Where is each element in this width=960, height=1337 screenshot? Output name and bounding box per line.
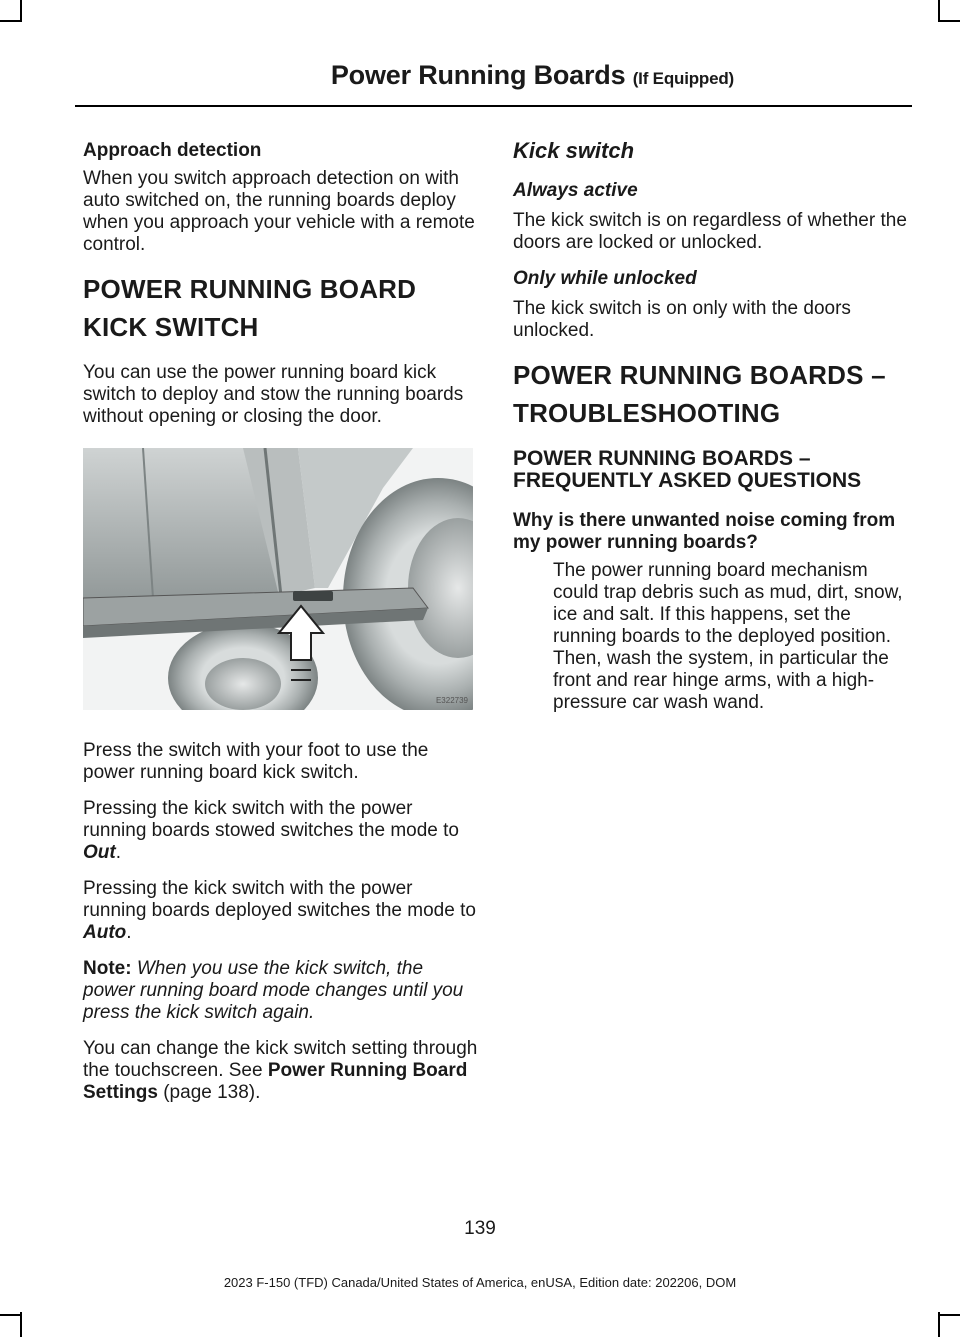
approach-detection-heading: Approach detection <box>83 140 262 161</box>
left-column <box>83 140 478 1118</box>
always-active-heading: Always active <box>513 180 638 201</box>
crop-mark-bottom-left-h <box>0 1314 22 1316</box>
change-setting-text: You can change the kick switch setting through the touchscreen. See Power Running Board Settings (page 138). <box>83 1038 478 1103</box>
page-footer: 2023 F-150 (TFD) Canada/United States of America, enUSA, Edition date: 202206, DOM <box>223 1275 737 1290</box>
troubleshooting-heading-line2: TROUBLESHOOTING <box>513 398 781 428</box>
always-active-text: The kick switch is on regardless of whether the doors are locked or unlocked. <box>513 210 907 253</box>
out-mode-label: Out <box>83 842 116 863</box>
press-switch-text: Press the switch with your foot to use the power running board kick switch. <box>83 740 429 783</box>
faq-heading: POWER RUNNING BOARDS – FREQUENTLY ASKED QUESTIONS <box>513 447 862 492</box>
header-title-text: Power Running Boards <box>330 60 626 90</box>
kick-switch-intro-text: You can use the power running board kick switch to deploy and stow the running boards without opening or closing the door. <box>83 362 464 427</box>
deployed-mode-text: Pressing the kick switch with the power running boards deployed switches the mode to Auto. <box>83 878 476 943</box>
header-subtitle: (If Equipped) <box>632 69 734 88</box>
right-column <box>513 140 908 728</box>
power-running-board-settings-link[interactable]: Power Running Board Settings <box>83 1060 468 1103</box>
kick-switch-section-heading-line2: KICK SWITCH <box>83 312 259 342</box>
approach-detection-text: When you switch approach detection on with auto switched on, the running boards deploy when you approach your vehicle with a remote control. <box>83 168 475 255</box>
faq-question: Why is there unwanted noise coming from my power running boards? <box>513 510 896 553</box>
crop-mark-top-left-h <box>0 20 22 22</box>
crop-mark-top-right-h <box>938 20 960 22</box>
figure-code: E322739 <box>435 696 468 705</box>
note-label: Note: <box>83 958 132 979</box>
page-header-title <box>331 60 734 91</box>
header-rule <box>75 105 912 107</box>
only-while-unlocked-text: The kick switch is on only with the doors unlocked. <box>513 298 851 341</box>
crop-mark-bottom-right-h <box>938 1314 960 1316</box>
kick-switch-section-heading-line1: POWER RUNNING BOARD <box>83 274 417 304</box>
only-while-unlocked-heading: Only while unlocked <box>513 268 697 289</box>
running-board-kick-switch-illustration <box>83 448 473 710</box>
page-number: 139 <box>464 1218 496 1239</box>
kick-switch-heading: Kick switch <box>513 138 635 163</box>
crop-mark-top-right-v <box>938 0 940 22</box>
note-text: Note: When you use the kick switch, the power running board mode changes until you press the kick switch again. <box>83 958 464 1023</box>
troubleshooting-heading-line1: POWER RUNNING BOARDS – <box>513 360 886 390</box>
auto-mode-label: Auto <box>83 922 127 943</box>
faq-answer: The power running board mechanism could trap debris such as mud, dirt, snow, ice and salt. If this happens, set the running boards to the deployed position. Then, wash the system, in particular the front and rear hinge arms, with a high-pressure car wash wand. <box>553 560 903 713</box>
stowed-mode-text: Pressing the kick switch with the power running boards stowed switches the mode to Out. <box>83 798 459 863</box>
crop-mark-top-left-v <box>20 0 22 22</box>
